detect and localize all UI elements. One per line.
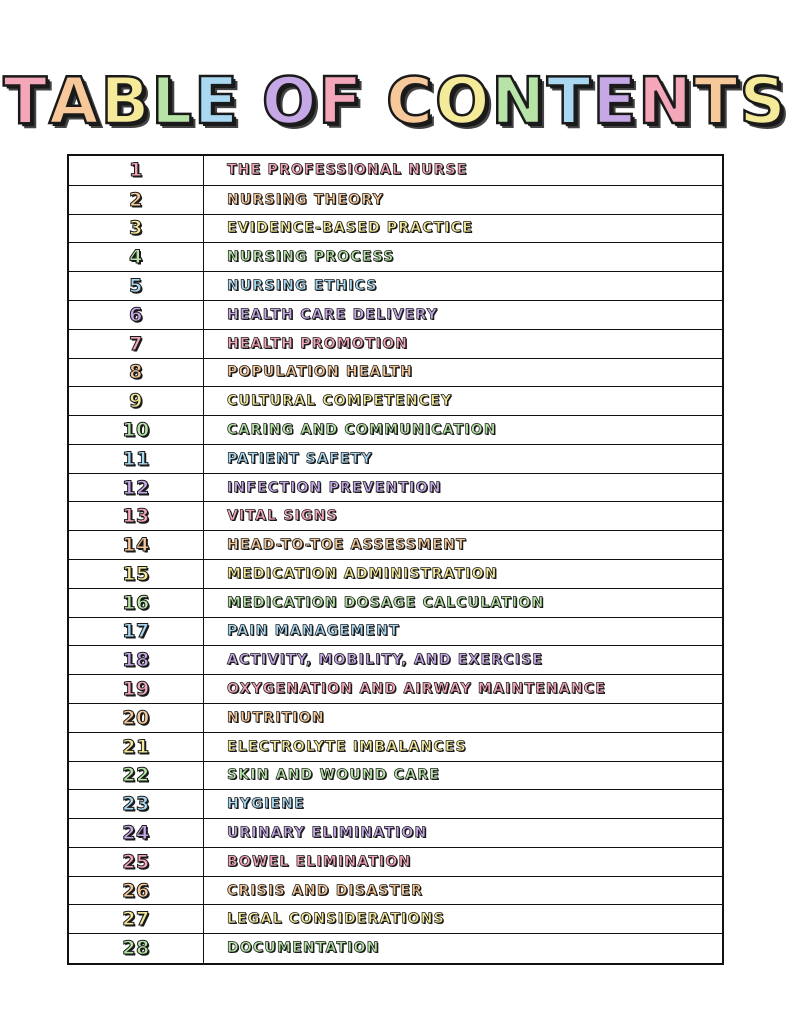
toc-row — [69, 789, 722, 818]
chapter-number: 10 — [122, 418, 150, 441]
chapter-topic: HYGIENE — [227, 796, 305, 813]
chapter-topic: PAIN MANAGEMENT — [227, 623, 400, 640]
toc-row — [69, 559, 722, 588]
chapter-number: 13 — [122, 505, 150, 528]
toc-row — [69, 300, 722, 329]
toc-row — [69, 588, 722, 617]
toc-row — [69, 933, 722, 962]
toc-row — [69, 358, 722, 387]
chapter-topic: HEAD-TO-TOE ASSESSMENT — [227, 537, 467, 554]
chapter-number: 27 — [122, 908, 150, 931]
chapter-topic: INFECTION PREVENTION — [227, 479, 442, 496]
toc-row — [69, 645, 722, 674]
toc-row — [69, 415, 722, 444]
chapter-number: 1 — [129, 159, 143, 182]
chapter-number: 23 — [122, 793, 150, 816]
toc-row — [69, 156, 722, 185]
chapter-number: 4 — [129, 246, 143, 269]
chapter-topic: URINARY ELIMINATION — [227, 824, 428, 841]
chapter-number: 22 — [122, 764, 150, 787]
chapter-topic: NURSING THEORY — [227, 191, 384, 208]
toc-row — [69, 185, 722, 214]
page-title: T A B L E O F C O N T E N T S — [3, 65, 788, 139]
chapter-topic: DOCUMENTATION — [227, 940, 380, 957]
chapter-number: 14 — [122, 534, 150, 557]
chapter-topic: CRISIS AND DISASTER — [227, 882, 424, 899]
chapter-number: 25 — [122, 850, 150, 873]
chapter-number: 2 — [129, 188, 143, 211]
chapter-topic: CARING AND COMMUNICATION — [227, 421, 497, 438]
toc-row — [69, 818, 722, 847]
chapter-number: 3 — [129, 217, 143, 240]
toc-row — [69, 386, 722, 415]
toc-row — [69, 444, 722, 473]
toc-row — [69, 271, 722, 300]
chapter-number: 9 — [129, 390, 143, 413]
chapter-topic: POPULATION HEALTH — [227, 364, 414, 381]
toc-row — [69, 329, 722, 358]
chapter-topic: NURSING ETHICS — [227, 278, 378, 295]
chapter-topic: ELECTROLYTE IMBALANCES — [227, 738, 467, 755]
chapter-topic: SKIN AND WOUND CARE — [227, 767, 440, 784]
chapter-topic: ACTIVITY, MOBILITY, AND EXERCISE — [227, 652, 544, 669]
chapter-topic: VITAL SIGNS — [227, 508, 338, 525]
chapter-topic: PATIENT SAFETY — [227, 450, 373, 467]
chapter-number: 7 — [129, 332, 143, 355]
toc-row — [69, 703, 722, 732]
chapter-number: 24 — [122, 821, 150, 844]
chapter-topic: MEDICATION DOSAGE CALCULATION — [227, 594, 545, 611]
toc-row — [69, 904, 722, 933]
chapter-number: 12 — [122, 476, 150, 499]
chapter-number: 16 — [122, 591, 150, 614]
chapter-topic: NUTRITION — [227, 709, 325, 726]
toc-table — [67, 154, 724, 965]
toc-row — [69, 732, 722, 761]
toc-row — [69, 214, 722, 243]
chapter-number: 11 — [122, 447, 150, 470]
chapter-topic: CULTURAL COMPETENCEY — [227, 393, 453, 410]
toc-row — [69, 530, 722, 559]
chapter-number: 17 — [122, 620, 150, 643]
chapter-topic: NURSING PROCESS — [227, 249, 395, 266]
chapter-topic: MEDICATION ADMINISTRATION — [227, 565, 498, 582]
toc-row — [69, 876, 722, 905]
toc-row — [69, 617, 722, 646]
chapter-number: 18 — [122, 649, 150, 672]
chapter-number: 19 — [122, 678, 150, 701]
chapter-topic: OXYGENATION AND AIRWAY MAINTENANCE — [227, 681, 607, 698]
toc-row — [69, 242, 722, 271]
toc-row — [69, 674, 722, 703]
chapter-topic: HEALTH CARE DELIVERY — [227, 306, 439, 323]
chapter-number: 6 — [129, 303, 143, 326]
chapter-topic: HEALTH PROMOTION — [227, 335, 409, 352]
chapter-number: 26 — [122, 879, 150, 902]
toc-row — [69, 847, 722, 876]
toc-row — [69, 473, 722, 502]
chapter-topic: BOWEL ELIMINATION — [227, 853, 412, 870]
chapter-number: 28 — [122, 937, 150, 960]
chapter-topic: EVIDENCE-BASED PRACTICE — [227, 220, 474, 237]
chapter-topic: LEGAL CONSIDERATIONS — [227, 911, 445, 928]
chapter-number: 21 — [122, 735, 150, 758]
chapter-topic: THE PROFESSIONAL NURSE — [227, 162, 468, 179]
chapter-number: 15 — [122, 562, 150, 585]
chapter-number: 8 — [129, 361, 143, 384]
toc-row — [69, 761, 722, 790]
chapter-number: 5 — [129, 275, 143, 298]
toc-row — [69, 501, 722, 530]
chapter-number: 20 — [122, 706, 150, 729]
